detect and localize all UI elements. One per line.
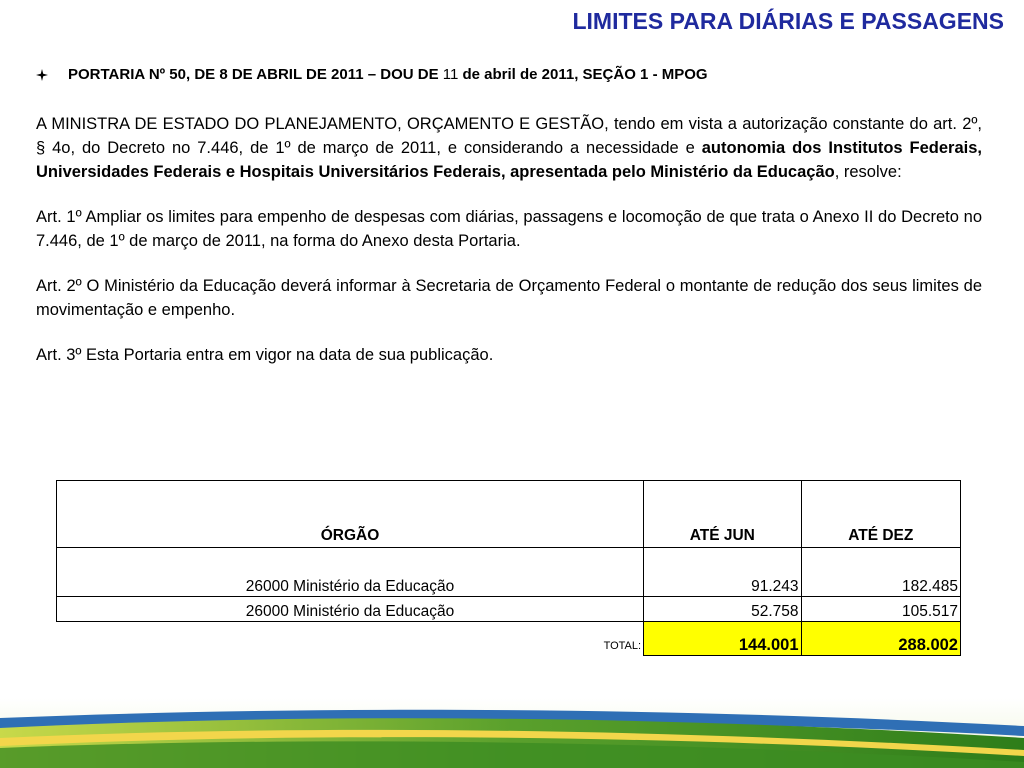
table-header-row (57, 481, 961, 548)
total-ate-dez: 288.002 (801, 622, 960, 656)
preamble-end-text: , resolve: (834, 163, 902, 181)
portaria-day: 11 (438, 66, 463, 83)
total-label: TOTAL: (603, 640, 642, 652)
table-total-row (57, 622, 961, 656)
paragraph-art3: Art. 3º Esta Portaria entra em vigor na data de sua publicação. (36, 346, 494, 364)
cell-ate-jun: 52.758 (644, 597, 801, 622)
cell-orgao: 26000 Ministério da Educação (57, 597, 644, 622)
diamond-bullet-icon (36, 69, 48, 81)
cell-ate-dez: 182.485 (801, 548, 960, 597)
portaria-date: de abril de 2011, SEÇÃO 1 - MPOG (462, 66, 708, 83)
table-row (57, 597, 961, 622)
table-row (57, 548, 961, 597)
preamble-text: A MINISTRA DE ESTADO DO PLANEJAMENTO, ORÇAMENTO E GESTÃO, tendo em vista a autorização constante do art. 2º, § 4o, do Decreto no 7.446, de 1º de março de 2011, e considerando a necessidade e (36, 115, 982, 157)
total-ate-jun: 144.001 (644, 622, 801, 656)
footer-swoosh-decoration (0, 698, 1024, 768)
header-ate-jun: ATÉ JUN (644, 481, 801, 548)
portaria-line (36, 66, 708, 83)
cell-orgao: 26000 Ministério da Educação (57, 548, 644, 597)
limits-table (56, 480, 961, 656)
header-ate-dez: ATÉ DEZ (801, 481, 960, 548)
paragraph-preamble (36, 112, 982, 184)
cell-ate-dez: 105.517 (801, 597, 960, 622)
page-title: LIMITES PARA DIÁRIAS E PASSAGENS (572, 8, 1004, 34)
portaria-title: PORTARIA Nº 50, DE 8 DE ABRIL DE 2011 – DOU DE (68, 66, 439, 83)
cell-ate-jun: 91.243 (644, 548, 801, 597)
header-orgao: ÓRGÃO (57, 481, 644, 548)
paragraph-art2: Art. 2º O Ministério da Educação deverá informar à Secretaria de Orçamento Federal o montante de redução dos seus limites de movimentação e empenho. (36, 277, 982, 319)
paragraph-art1: Art. 1º Ampliar os limites para empenho de despesas com diárias, passagens e locomoção de que trata o Anexo II do Decreto no 7.446, de 1º de março de 2011, na forma do Anexo desta Portaria. (36, 208, 982, 250)
preamble-bold-text: autonomia dos Institutos Federais, Universidades Federais e Hospitais Universitários Federais, apresentada pelo Ministério da Educação (36, 139, 982, 181)
document-body (36, 112, 982, 388)
